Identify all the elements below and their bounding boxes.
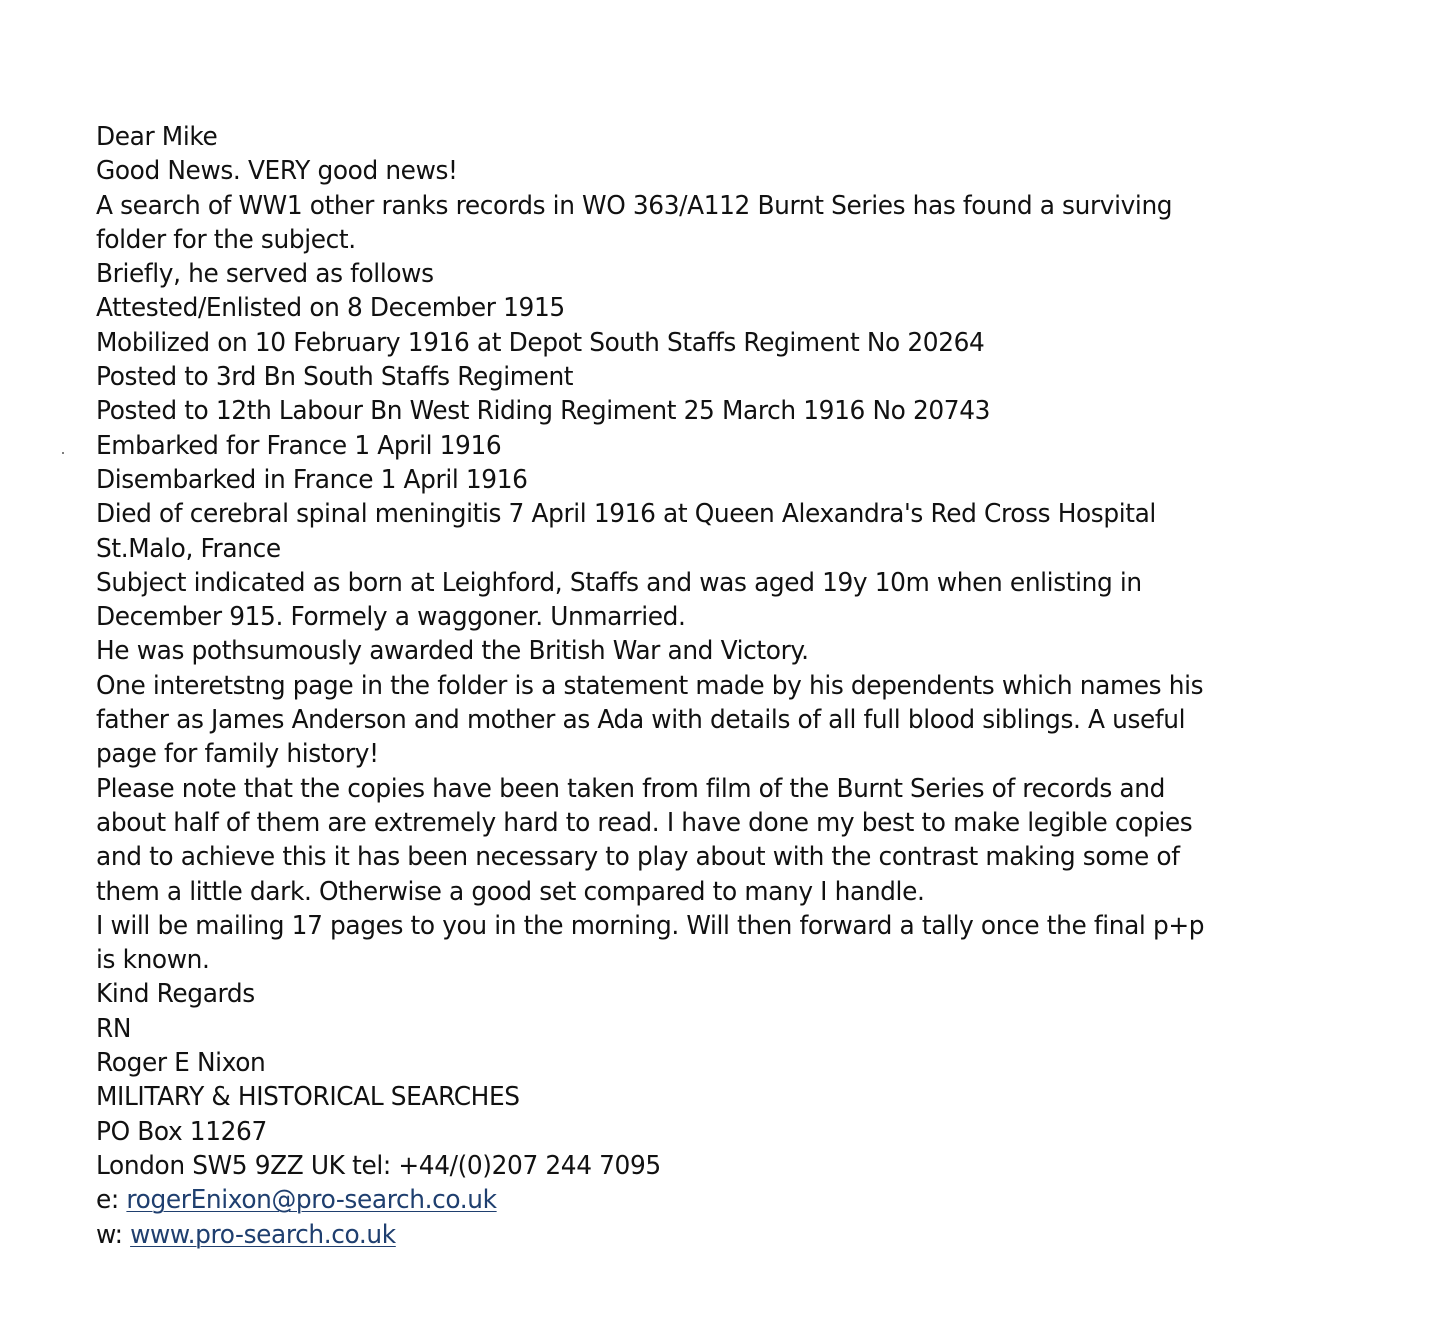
letter-line: Attested/Enlisted on 8 December 1915 (96, 293, 565, 324)
letter-line: Posted to 3rd Bn South Staffs Regiment (96, 362, 574, 393)
letter-line: December 915. Formely a waggoner. Unmarried. (96, 602, 686, 633)
address-phone: London SW5 9ZZ UK tel: +44/(0)207 244 7095 (96, 1150, 661, 1181)
company-name: MILITARY & HISTORICAL SEARCHES (96, 1082, 520, 1113)
letter-line: Posted to 12th Labour Bn West Riding Regiment 25 March 1916 No 20743 (96, 396, 991, 427)
po-box: PO Box 11267 (96, 1116, 267, 1147)
letter-line: folder for the subject. (96, 224, 356, 255)
letter-line: I will be mailing 17 pages to you in the morning. Will then forward a tally once the final p+p (96, 910, 1205, 941)
letter-line: Subject indicated as born at Leighford, Staffs and was aged 19y 10m when enlisting in (96, 567, 1142, 598)
letter-line: Died of cerebral spinal meningitis 7 April 1916 at Queen Alexandra's Red Cross Hospital (96, 499, 1156, 530)
letter-body (96, 120, 1357, 1252)
letter-line: A search of WW1 other ranks records in WO 363/A112 Burnt Series has found a surviving (96, 190, 1173, 221)
letter-line: Briefly, he served as follows (96, 259, 434, 290)
salutation: Dear Mike (96, 122, 218, 152)
letter-line: Embarked for France 1 April 1916 (96, 430, 502, 461)
signature-name: Roger E Nixon (96, 1048, 266, 1079)
letter-line: One interetstng page in the folder is a statement made by his dependents which names his (96, 670, 1204, 701)
closing: Kind Regards (96, 979, 255, 1010)
letter-line: Disembarked in France 1 April 1916 (96, 464, 528, 495)
letter-line: them a little dark. Otherwise a good set compared to many I handle. (96, 876, 925, 907)
web-prefix: w: (96, 1219, 131, 1250)
initials: RN (96, 1013, 132, 1044)
email-row (96, 1183, 1357, 1217)
letter-line: Please note that the copies have been taken from film of the Burnt Series of records and (96, 773, 1165, 804)
website-link[interactable]: www.pro-search.co.uk (130, 1219, 396, 1250)
email-prefix: e: (96, 1185, 127, 1216)
letter-line: and to achieve this it has been necessary to play about with the contrast making some of (96, 842, 1180, 873)
letter-line: about half of them are extremely hard to read. I have done my best to make legible copies (96, 807, 1193, 838)
letter-line: is known. (96, 945, 210, 976)
letter-line: page for family history! (96, 739, 379, 770)
web-row (96, 1218, 1357, 1252)
letter-line: Good News. VERY good news! (96, 156, 458, 187)
letter-line: He was pothsumously awarded the British War and Victory. (96, 636, 809, 667)
letter-line: St.Malo, France (96, 533, 281, 564)
email-link[interactable]: rogerEnixon@pro-search.co.uk (126, 1185, 497, 1216)
scan-speck (62, 452, 64, 454)
letter-line: father as James Anderson and mother as Ada with details of all full blood siblings. A useful (96, 705, 1186, 736)
letter-line: Mobilized on 10 February 1916 at Depot South Staffs Regiment No 20264 (96, 327, 985, 358)
